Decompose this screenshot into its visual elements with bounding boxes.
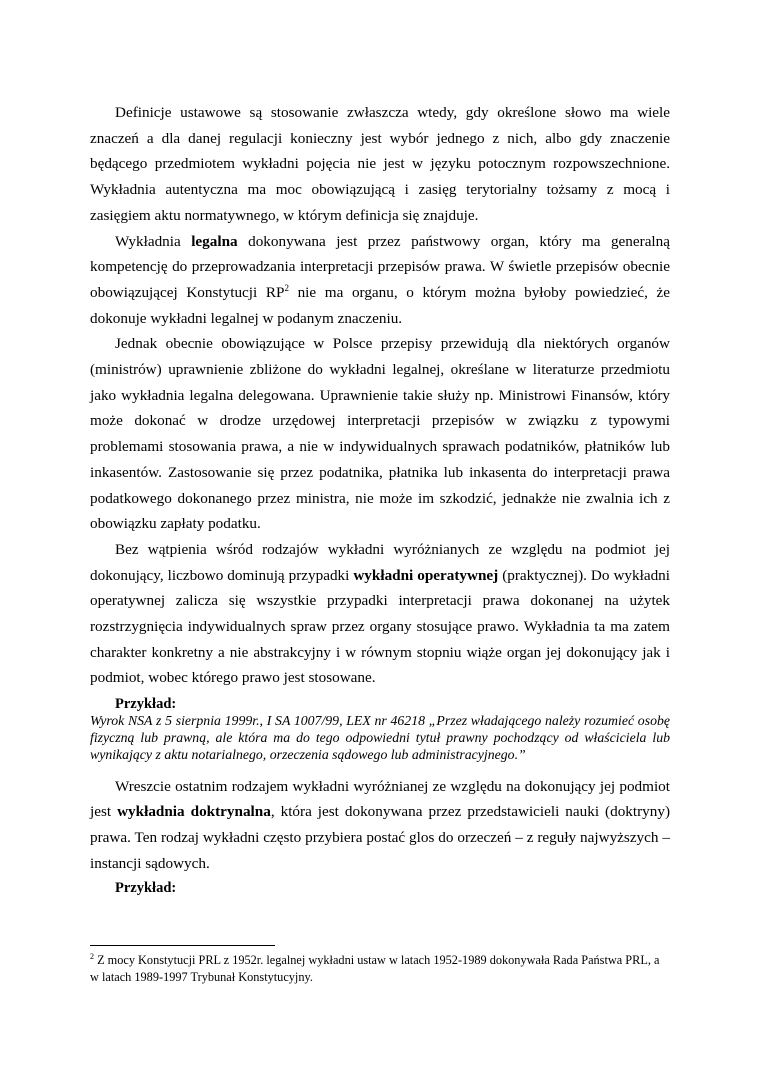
paragraph-delegated-interpretation [90, 331, 670, 537]
paragraph-text: (praktycznej). Do wykładni operatywnej zalicza się wszystkie przypadki interpretacji prawa dokonanej na użytek rozstrzygnięcia indywidualnych spraw przez organy stosujące prawo. Wykładnia ta ma zatem charakter konkretny a nie abstrakcyjny i w równym stopniu wiąże organ jej dokonujący jak i podmiot, wobec którego prawo jest stosowane. [90, 566, 670, 687]
footnote-separator [90, 945, 275, 946]
document-body [90, 100, 670, 897]
bold-term-legalna: legalna [191, 232, 238, 250]
paragraph-text: , która jest dokonywana przez przedstawicieli nauki (doktryny) prawa. Ten rodzaj wykładni często przybiera postać glos do orzeczeń – z reguły najwyższych – instancji sądowych. [90, 803, 670, 872]
paragraph-text: Wykładnia [115, 232, 192, 250]
paragraph-doctrinal-interpretation [90, 774, 670, 877]
bold-term-doctrinal: wykładnia doktrynalna [117, 803, 271, 821]
footnote-text: Z mocy Konstytucji PRL z 1952r. legalnej wykładni ustaw w latach 1952-1989 dokonywała Rada Państwa PRL, a w latach 1989-1997 Trybunał Konstytucyjny. [90, 953, 660, 984]
footnote [90, 952, 670, 986]
paragraph-text: Jednak obecnie obowiązujące w Polsce przepisy przewidują dla niektórych organów (ministrów) uprawnienie zbliżone do wykładni legalnej, określane w literaturze przedmiotu jako wykładnia legalna delegowana. Uprawnienie takie służy np. Ministrowi Finansów, który może dokonać w drodze urzędowej interpretacji przepisów w związku z typowymi problemami stosowania prawa, a nie w indywidualnych sprawach podatników, płatników lub inkasentów. Zastosowanie się przez podatnika, płatnika lub inkasenta do interpretacji prawa podatkowego dokonanego przez ministra, nie może im szkodzić, jednakże nie zwalnia ich z obowiązku zapłaty podatku. [90, 335, 670, 533]
example-label: Przykład: [115, 696, 177, 713]
footnote-number: 2 [90, 952, 94, 961]
paragraph-legal-interpretation [90, 229, 670, 332]
paragraph-text: Definicje ustawowe są stosowanie zwłaszcza wtedy, gdy określone słowo ma wiele znaczeń a dla danej regulacji konieczny jest wybór jednego z nich, albo gdy znaczenie będącego przedmiotem wykładni pojęcia nie jest w języku potocznym rozpowszechnione. Wykładnia autentyczna ma moc obowiązującą i zasięg terytorialny tożsamy z mocą i zasięgiem aktu normatywnego, w którym definicja się znajduje. [90, 104, 670, 224]
paragraph-text: Bez wątpienia wśród rodzajów wykładni wyróżnianych ze względu na podmiot jej dokonujący, liczbowo dominują przypadki [90, 540, 670, 584]
footnote-reference[interactable]: 2 [284, 282, 289, 293]
example-quote: Wyrok NSA z 5 sierpnia 1999r., I SA 1007/99, LEX nr 46218 „Przez władającego należy rozumieć osobę fizyczną lub prawną, ale która ma do tego odpowiedni tytuł prawny pochodzący od właściciela lub wynikający z aktu notarialnego, orzeczenia sądowego lub administracyjnego.” [90, 713, 670, 762]
bold-term-operative: wykładni operatywnej [353, 566, 499, 584]
paragraph-text: dokonywana jest przez państwowy organ, który ma generalną kompetencję do przeprowadzania interpretacji przepisów prawa. W świetle przepisów obecnie obowiązującej Konstytucji RP [90, 232, 670, 301]
example-label-final: Przykład: [115, 880, 177, 897]
paragraph-statutory-definitions [90, 100, 670, 229]
paragraph-operative-interpretation [90, 537, 670, 691]
paragraph-text: Wreszcie ostatnim rodzajem wykładni wyróżnianej ze względu na dokonujący jej podmiot jest [90, 777, 670, 821]
paragraph-text: nie ma organu, o którym można byłoby powiedzieć, że dokonuje wykładni legalnej w podanym znaczeniu. [90, 283, 671, 327]
